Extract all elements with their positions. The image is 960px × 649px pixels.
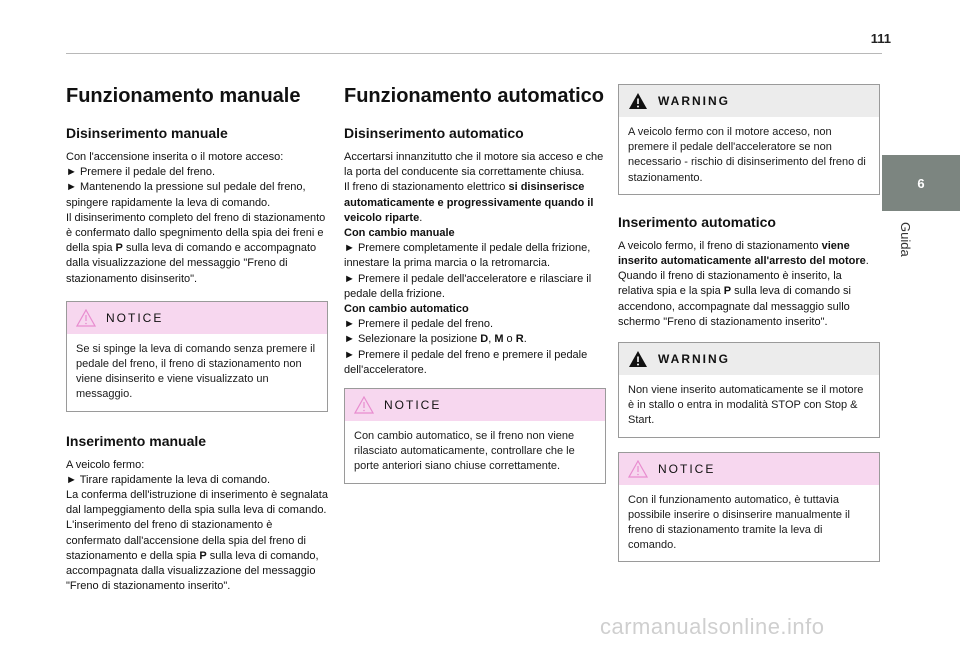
warning-header [619, 85, 879, 117]
watermark: carmanualsonline.info [600, 614, 825, 639]
column-warnings [618, 84, 880, 562]
warning-text: Non viene inserito automaticamente se il motore è in stallo o entra in modalità STOP con Stop & Start. [628, 384, 864, 427]
heading-manual-apply: Inserimento manuale [66, 432, 207, 449]
header-rule [66, 53, 882, 54]
warning-triangle-icon [628, 460, 648, 478]
notice-label: NOTICE [106, 310, 164, 325]
notice-box [344, 388, 606, 484]
warning-label: WARNING [658, 94, 730, 108]
notice-label: NOTICE [384, 398, 442, 413]
warning-header [619, 343, 879, 375]
section-title-manual: Funzionamento manuale [66, 85, 301, 107]
automatic-apply-text: A veicolo fermo, il freno di stazionamento viene inserito automaticamente all'arresto del motore. Quando il freno di stazionamento è inserito, la relativa spia e la spia P sulla leva di comando si accendono, accompagnate dal messaggio sullo schermo "Freno di stazionamento inserito". [618, 239, 869, 328]
notice-header [345, 389, 605, 421]
notice-box [618, 452, 880, 563]
chapter-label: Guida [898, 222, 913, 257]
warning-triangle-icon [628, 350, 648, 368]
manual-release-text: Con l'accensione inserita o il motore acceso: ► Premere il pedale del freno. ► Mantenendo la pressione sul pedale del freno, spingere rapidamente la leva di comando. Il disinserimento completo del freno di stazionamento è confermato dallo spegnimento della spia dei freni e della spia P sulla leva di comando e accompagnato dalla visualizzazione del messaggio "Freno di stazionamento disinserito". [66, 151, 326, 285]
warning-triangle-icon [354, 396, 374, 414]
notice-text: Con cambio automatico, se il freno non viene rilasciato automaticamente, controllare che le porte anteriori siano chiuse correttamente. [354, 430, 575, 473]
notice-label: NOTICE [658, 461, 716, 476]
heading-manual-release: Disinserimento manuale [66, 125, 228, 141]
notice-box [66, 301, 328, 412]
heading-automatic-apply: Inserimento automatico [618, 213, 776, 230]
warning-triangle-icon [76, 309, 96, 327]
automatic-release-text: Accertarsi innanzitutto che il motore sia acceso e che la porta del conducente sia correttamente chiusa. Il freno di stazionamento elettrico si disinserisce automaticamente e progressivamente quando il veicolo riparte. Con cambio manuale ► Premere completamente il pedale della frizione, innestare la prima marcia o la retromarcia. ► Premere il pedale dell'acceleratore e rilasciare il pedale della frizione. Con cambio automatico ► Premere il pedale del freno. ► Selezionare la posizione D, M o R. ► Premere il pedale del freno e premere il pedale dell'acceleratore. [344, 151, 604, 376]
column-automatic-operation [344, 84, 606, 484]
warning-text: A veicolo fermo con il motore acceso, non premere il pedale dell'acceleratore se non necessario - rischio di disinserimento del freno di stazionamento. [628, 126, 866, 184]
notice-text: Se si spinge la leva di comando senza premere il pedale del freno, il freno di stazionamento non viene disinserito e viene visualizzato un messaggio. [76, 342, 316, 401]
warning-box [618, 342, 880, 438]
notice-text: Con il funzionamento automatico, è tuttavia possibile inserire o disinserire manualmente il freno di stazionamento tramite la leva di comando. [628, 493, 850, 552]
manual-apply-text: A veicolo fermo: ► Tirare rapidamente la leva di comando. La conferma dell'istruzione di inserimento è segnalata dal lampeggiamento della spia sulla leva di comando. L'inserimento del freno di stazionamento è confermato dall'accensione della spia del freno di stazionamento e della spia P sulla leva di comando, accompagnata dalla visualizzazione del messaggio "Freno di stazionamento inserito". [66, 458, 328, 593]
warning-label: WARNING [658, 352, 730, 367]
page-number: 111 [870, 31, 891, 46]
notice-header [67, 302, 327, 334]
heading-automatic-release: Disinserimento automatico [344, 125, 524, 141]
column-manual-operation [66, 84, 328, 594]
section-title-automatic: Funzionamento automatico [344, 85, 604, 107]
warning-triangle-icon [628, 92, 648, 110]
notice-header [619, 453, 879, 485]
warning-box [618, 84, 880, 195]
chapter-tab[interactable]: 6 [882, 155, 960, 211]
